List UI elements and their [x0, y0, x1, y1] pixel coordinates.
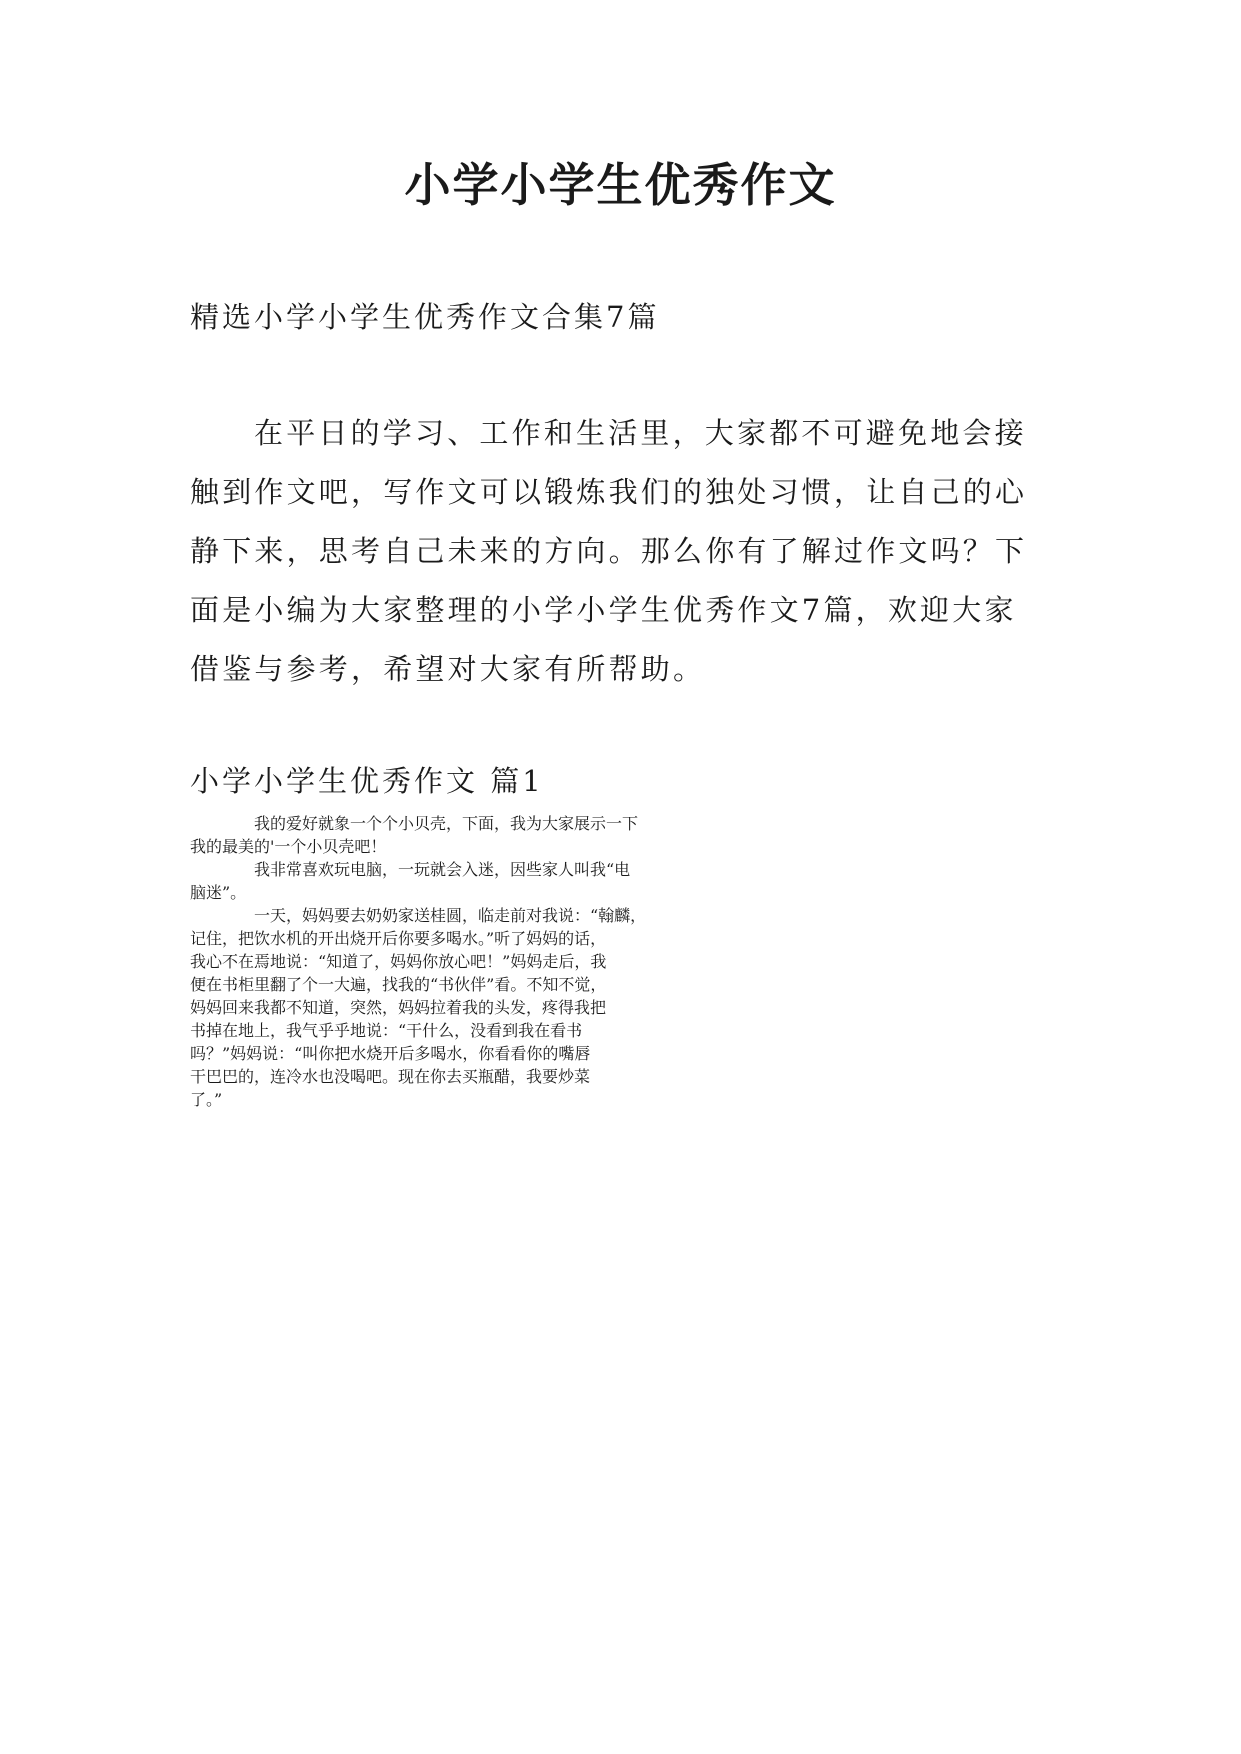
- intro-paragraph: [190, 404, 1050, 699]
- essay-section: [190, 752, 1050, 1110]
- essay-line: 妈妈回来我都不知道，突然，妈妈拉着我的头发，疼得我把: [190, 998, 607, 1017]
- essay-line: 我的爱好就象一个个小贝壳，下面，我为大家展示一下: [254, 814, 639, 833]
- essay-line: 书掉在地上，我气乎乎地说：“干什么，没看到我在看书: [190, 1021, 583, 1040]
- essay-line: 记住，把饮水机的开出烧开后你要多喝水。”听了妈妈的话，: [190, 929, 607, 948]
- essay-line: 脑迷”。: [190, 883, 247, 902]
- intro-line: 在平日的学习、工作和生活里，大家都不可避免地会接: [254, 416, 1027, 450]
- essay-line: 干巴巴的，连冷水也没喝吧。现在你去买瓶醋，我要炒菜: [190, 1067, 591, 1086]
- document-subtitle: 精选小学小学生优秀作文合集7篇: [190, 300, 660, 334]
- essay-line: 我心不在焉地说：“知道了，妈妈你放心吧！”妈妈走后，我: [190, 952, 607, 971]
- intro-line: 触到作文吧，写作文可以锻炼我们的独处习惯，让自己的心: [190, 475, 1028, 509]
- essay-line: 便在书柜里翻了个一大遍，找我的“书伙伴”看。不知不觉，: [190, 975, 607, 994]
- essay-line: 我非常喜欢玩电脑，一玩就会入迷，因些家人叫我“电: [254, 860, 631, 879]
- essay-paragraph-2: [190, 857, 1050, 903]
- intro-line: 借鉴与参考，希望对大家有所帮助。: [190, 652, 706, 686]
- essay-line: 一天，妈妈要去奶奶家送桂圆，临走前对我说：“翰麟，: [254, 906, 647, 925]
- document-title: 小学小学生优秀作文: [404, 158, 837, 212]
- essay-paragraph-1: [190, 811, 1050, 857]
- intro-line: 静下来，思考自己未来的方向。那么你有了解过作文吗？下: [190, 534, 1028, 568]
- essay-line: 了。”: [190, 1090, 223, 1109]
- intro-line: 面是小编为大家整理的小学小学生优秀作文7篇，欢迎大家: [190, 593, 1017, 627]
- essay-paragraph-3: [190, 903, 1050, 1110]
- essay-line: 我的最美的'一个小贝壳吧！: [190, 837, 387, 856]
- essay-line: 吗？”妈妈说：“叫你把水烧开后多喝水，你看看你的嘴唇: [190, 1044, 591, 1063]
- essay-heading: 小学小学生优秀作文 篇1: [190, 764, 544, 798]
